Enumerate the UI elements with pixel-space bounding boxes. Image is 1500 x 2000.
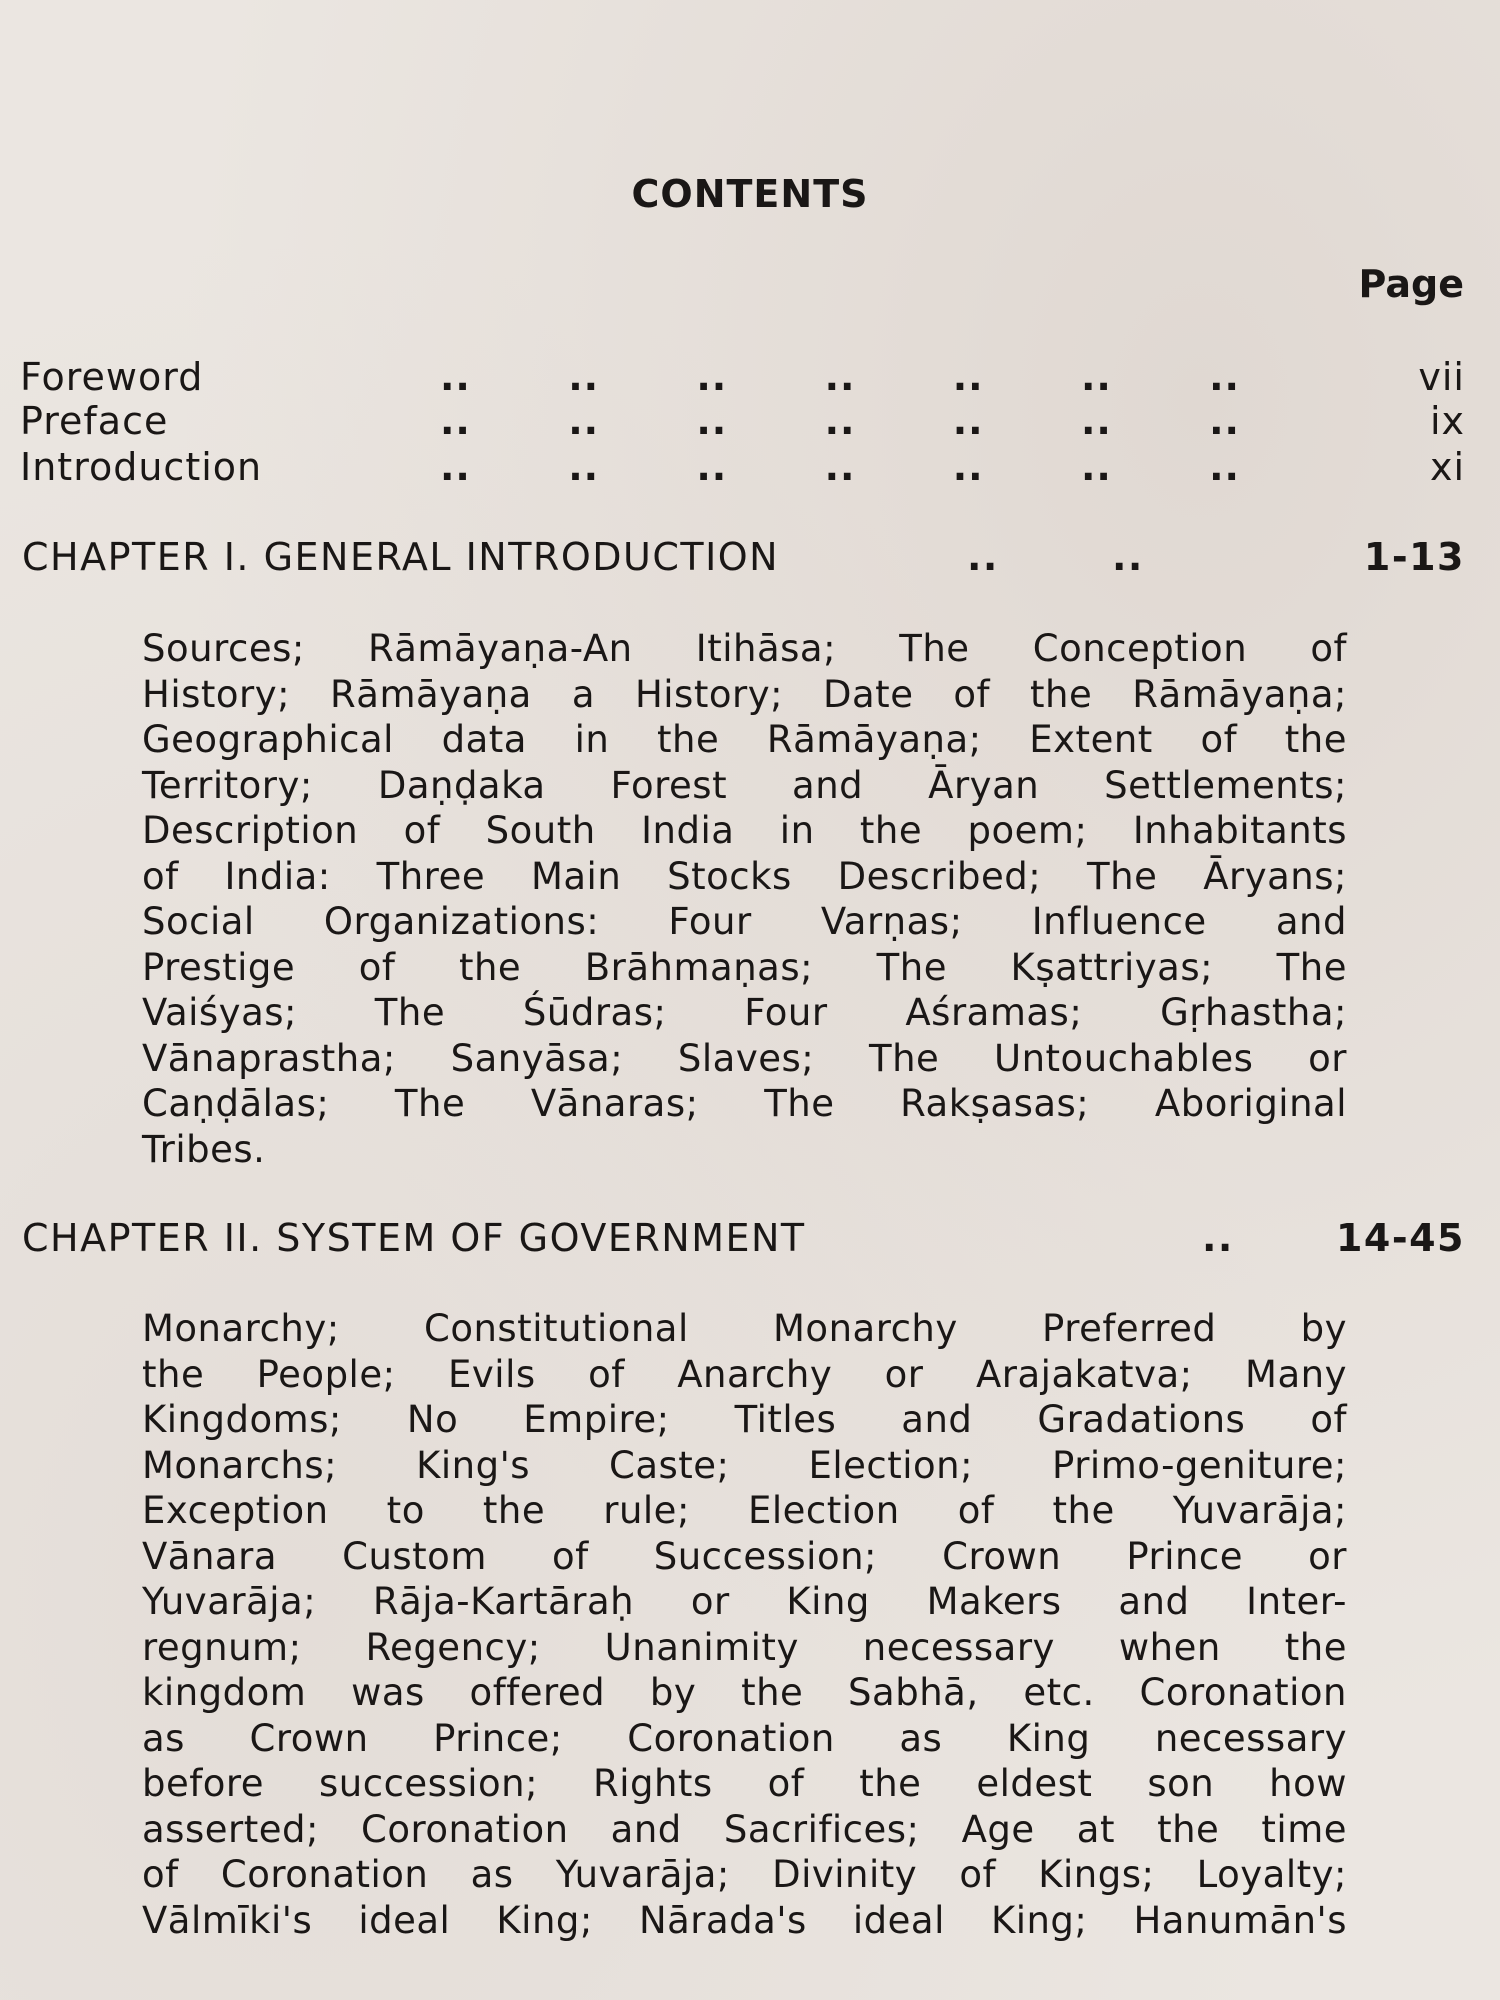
summary-line: Prestige of the Brāhmaṇas; The Kṣattriyas; The xyxy=(142,945,1347,989)
summary-line: Geographical data in the Rāmāyaṇa; Extent of the xyxy=(142,718,1347,761)
toc-entry-page: ix xyxy=(1429,399,1465,443)
summary-line: regnum; Regency; Unanimity necessary when the xyxy=(142,1625,1347,1669)
summary-line: of India: Three Main Stocks Described; The Āryans; xyxy=(142,854,1347,898)
summary-line: Sources; Rāmāyaṇa-An Itihāsa; The Conception of xyxy=(142,627,1347,670)
toc-entry-page: xi xyxy=(1429,445,1465,489)
summary-line: before succession; Rights of the eldest son how xyxy=(142,1762,1347,1805)
page-title: CONTENTS xyxy=(631,172,869,216)
chapter-heading xyxy=(22,535,1465,581)
summary-line: History; Rāmāyaṇa a History; Date of the Rāmāyaṇa; xyxy=(142,672,1347,716)
summary-line: Kingdoms; No Empire; Titles and Gradations of xyxy=(142,1398,1347,1441)
toc-entry-preface xyxy=(20,399,1465,445)
chapter-title: CHAPTER II. SYSTEM OF GOVERNMENT xyxy=(22,1216,806,1260)
summary-line: of Coronation as Yuvarāja; Divinity of Kings; Loyalty; xyxy=(142,1853,1347,1896)
summary-line: Vaiśyas; The Śūdras; Four Aśramas; Gṛhastha; xyxy=(142,991,1347,1034)
leader-dots: .. .. .. .. .. .. .. xyxy=(440,399,1240,443)
summary-line: Vālmīki's ideal King; Nārada's ideal King; Hanumān's xyxy=(142,1898,1347,1942)
summary-line: Social Organizations: Four Varṇas; Influence and xyxy=(142,900,1347,943)
summary-line: Description of South India in the poem; Inhabitants xyxy=(142,809,1347,852)
chapter-summary xyxy=(142,626,1347,1172)
chapter-page-range: 1-13 xyxy=(1363,535,1465,579)
summary-line: Yuvarāja; Rāja-Kartāraḥ or King Makers and Inter- xyxy=(142,1580,1347,1623)
summary-line: Territory; Daṇḍaka Forest and Āryan Settlements; xyxy=(142,763,1347,807)
summary-line: the People; Evils of Anarchy or Arajakatva; Many xyxy=(142,1352,1347,1396)
leader-dots: .. .. .. .. .. .. .. xyxy=(440,445,1240,489)
summary-line: Caṇḍālas; The Vānaras; The Rakṣasas; Aboriginal xyxy=(142,1082,1347,1125)
chapter-title: CHAPTER I. GENERAL INTRODUCTION xyxy=(22,535,780,579)
chapter-summary xyxy=(142,1306,1347,1943)
summary-line: as Crown Prince; Coronation as King necessary xyxy=(142,1716,1347,1760)
summary-line: Monarchy; Constitutional Monarchy Preferred by xyxy=(142,1307,1347,1350)
summary-line: Exception to the rule; Election of the Yuvarāja; xyxy=(142,1489,1347,1532)
summary-line: asserted; Coronation and Sacrifices; Age at the time xyxy=(142,1807,1347,1851)
toc-entry-page: vii xyxy=(1418,355,1465,399)
toc-entry-label: Preface xyxy=(20,399,169,443)
toc-entry-foreword xyxy=(20,355,1465,401)
page-column-label: Page xyxy=(1358,262,1464,306)
leader-dots: .. xyxy=(1202,1216,1234,1260)
summary-line: Tribes. xyxy=(142,1127,266,1171)
summary-line: kingdom was offered by the Sabhā, etc. Coronation xyxy=(142,1671,1347,1714)
summary-line: Vānaprastha; Sanyāsa; Slaves; The Untouchables or xyxy=(142,1036,1347,1080)
toc-entry-introduction xyxy=(20,445,1465,491)
toc-entry-label: Introduction xyxy=(20,445,263,489)
chapter-heading xyxy=(22,1216,1465,1262)
leader-dots: .. xyxy=(1112,535,1144,579)
chapter-page-range: 14-45 xyxy=(1335,1216,1465,1260)
leader-dots: .. xyxy=(967,535,999,579)
toc-entry-label: Foreword xyxy=(20,355,204,399)
summary-line: Vānara Custom of Succession; Crown Prince or xyxy=(142,1534,1347,1578)
summary-line: Monarchs; King's Caste; Election; Primo-geniture; xyxy=(142,1443,1347,1487)
leader-dots: .. .. .. .. .. .. .. xyxy=(440,355,1240,399)
